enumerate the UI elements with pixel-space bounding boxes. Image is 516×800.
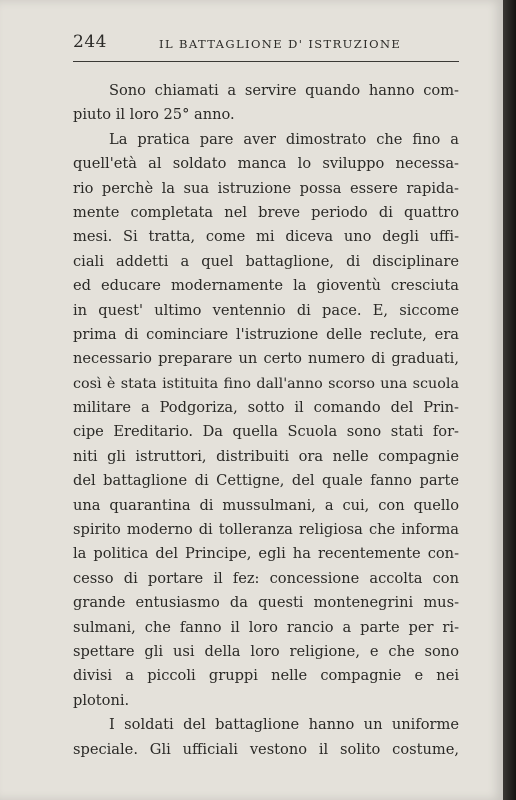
text-line: necessario preparare un certo numero di graduati, xyxy=(73,350,459,368)
running-head: IL BATTAGLIONE D' ISTRUZIONE xyxy=(159,37,402,51)
text-line: ciali addetti a quel battaglione, di disciplinare xyxy=(73,252,459,270)
text-line: spirito moderno di tolleranza religiosa che informa xyxy=(73,521,459,539)
text-line: grande entusiasmo da questi montenegrini mus- xyxy=(73,594,459,612)
page-header xyxy=(73,30,459,56)
text-line: piuto il loro 25° anno. xyxy=(73,106,235,124)
text-line: prima di cominciare l'istruzione delle reclute, era xyxy=(73,325,459,343)
text-line: sulmani, che fanno il loro rancio a parte per ri- xyxy=(73,618,459,636)
text-line: così è stata istituita fino dall'anno scorso una scuola xyxy=(73,375,459,392)
page-number: 244 xyxy=(73,32,107,52)
text-line: niti gli istruttori, distribuiti ora nelle compagnie xyxy=(73,447,459,465)
text-line: La pratica pare aver dimostrato che fino a xyxy=(109,130,459,148)
text-line: cipe Ereditario. Da quella Scuola sono stati for- xyxy=(73,423,459,441)
text-line: I soldati del battaglione hanno un uniforme xyxy=(109,716,459,734)
text-line: speciale. Gli ufficiali vestono il solito costume, xyxy=(73,740,459,758)
text-line: mente completata nel breve periodo di quattro xyxy=(73,203,459,221)
text-line: una quarantina di mussulmani, a cui, con quello xyxy=(73,496,459,514)
text-line: cesso di portare il fez: concessione accolta con xyxy=(73,569,459,587)
text-line: spettare gli usi della loro religione, e che sono xyxy=(73,642,459,660)
page-edge-shadow xyxy=(503,0,516,800)
text-line: plotoni. xyxy=(73,691,130,709)
text-line: ed educare modernamente la gioventù cresciuta xyxy=(73,277,459,295)
body-text xyxy=(73,79,459,762)
header-rule xyxy=(73,61,459,62)
text-line: in quest' ultimo ventennio di pace. E, siccome xyxy=(73,301,459,319)
text-line: quell'età al soldato manca lo sviluppo necessa- xyxy=(73,155,459,173)
text-line: militare a Podgoriza, sotto il comando del Prin- xyxy=(73,399,459,417)
text-line: mesi. Si tratta, come mi diceva uno degli uffi- xyxy=(73,228,459,246)
text-line: rio perchè la sua istruzione possa essere rapida- xyxy=(73,179,459,197)
text-line: Sono chiamati a servire quando hanno com- xyxy=(109,82,459,99)
text-line: divisi a piccoli gruppi nelle compagnie e nei xyxy=(73,667,459,685)
text-line: la politica del Principe, egli ha recentemente con- xyxy=(73,545,459,563)
text-line: del battaglione di Cettigne, del quale fanno parte xyxy=(73,472,459,490)
